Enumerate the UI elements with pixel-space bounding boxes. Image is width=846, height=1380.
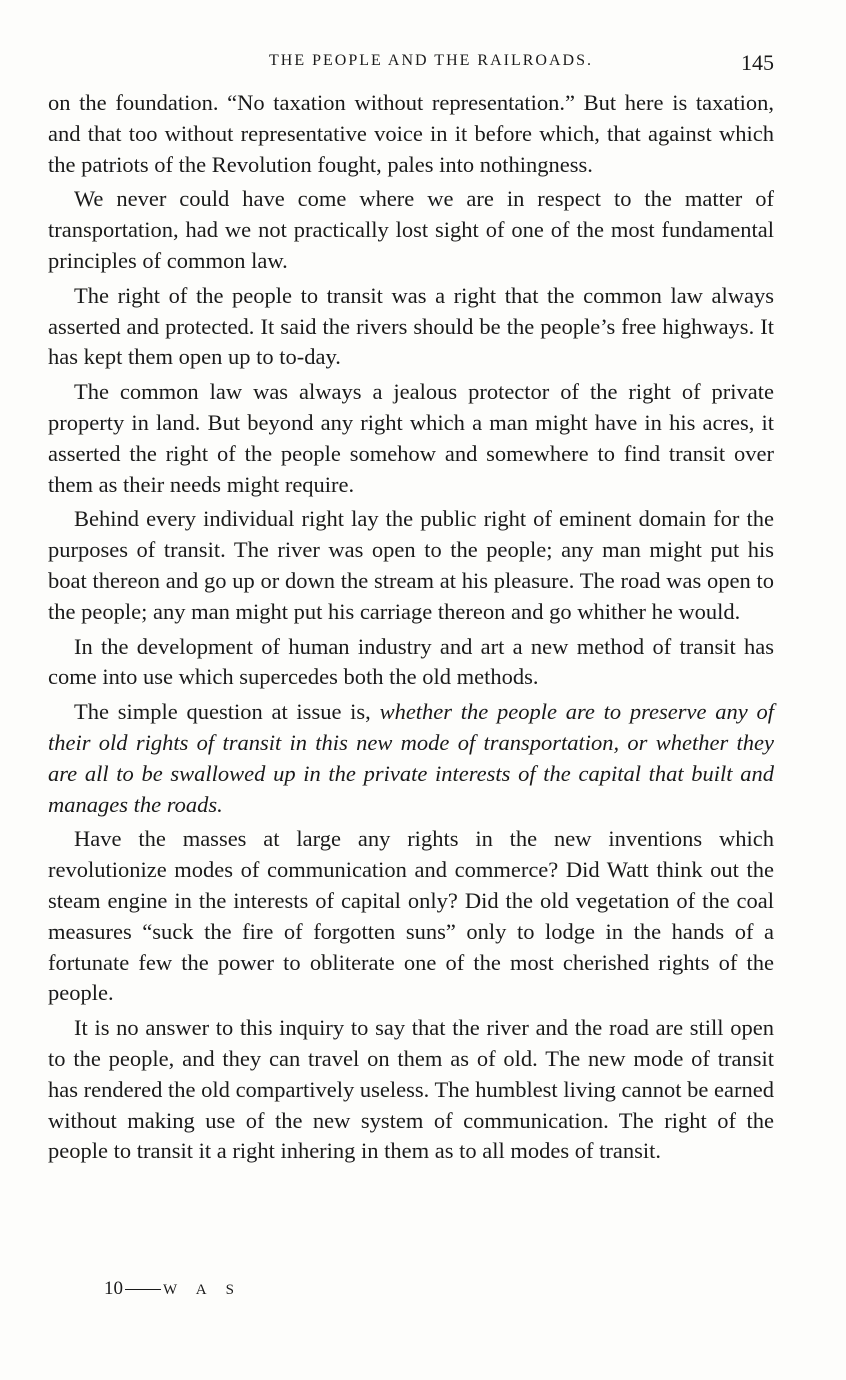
paragraph [48, 377, 774, 500]
paragraph [48, 281, 774, 373]
paragraph [48, 504, 774, 627]
paragraph-text: Have the masses at large any rights in the new inventions which revolutionize modes of communication and commerce? Did Watt think out the steam engine in the interests of capital only? Did the old vegetation of the coal measures “suck the fire of forgotten suns” only to lodge in the hands of a fortunate few the power to obliterate one of the most cherished rights of the people. [48, 826, 774, 1006]
signature-letters: W A S [163, 1282, 242, 1298]
paragraph [48, 88, 774, 180]
paragraph-text: It is no answer to this inquiry to say that the river and the road are still open to the people, and they can travel on them as of old. The new mode of transit has rendered the old compartively useless. The humblest living cannot be earned without making use of the new system of communication. The right of the people to transit it a right inhering in them as to all modes of transit. [48, 1015, 774, 1164]
page-header [48, 50, 774, 80]
running-head: THE PEOPLE AND THE RAILROADS. [269, 52, 593, 69]
paragraph [48, 184, 774, 276]
body-text [48, 88, 774, 1171]
paragraph [48, 1013, 774, 1167]
paragraph-text: We never could have come where we are in respect to the matter of transportation, had we not practically lost sight of one of the most fundamental principles of common law. [48, 186, 774, 273]
italic-text: whether the people are to preserve any of their old rights of transit in this new mode of transportation, or whether they are all to be swallowed up in the private interests of the capital that built and manages the roads. [48, 699, 774, 817]
paragraph-text: The common law was always a jealous protector of the right of private property in land. But beyond any right which a man might have in his acres, it asserted the right of the people somehow and somewhere to find transit over them as their needs might require. [48, 379, 774, 497]
paragraph [48, 632, 774, 694]
signature-dash [125, 1289, 161, 1290]
paragraph-text: The right of the people to transit was a right that the common law always asserted and protected. It said the rivers should be the people’s free highways. It has kept them open up to to-day. [48, 282, 774, 370]
paragraph-text: Behind every individual right lay the public right of eminent domain for the purposes of transit. The river was open to the people; any man might put his boat thereon and go up or down the stream at his pleasure. The road was open to the people; any man might put his carriage thereon and go whither he would. [48, 506, 774, 624]
paragraph-text: In the development of human industry and art a new method of transit has come into use which supercedes both the old methods. [48, 633, 774, 690]
paragraph-text: The simple question at issue is, [74, 699, 380, 725]
signature-mark [104, 1278, 242, 1300]
paragraph [48, 824, 774, 1009]
page-number: 145 [741, 50, 774, 75]
paragraph [48, 697, 774, 820]
signature-number: 10 [104, 1278, 123, 1299]
paragraph-text: on the foundation. “No taxation without representation.” But here is taxation, and that too without representative voice in it before which, that against which the patriots of the Revolution fought, pales into nothingness. [48, 90, 774, 177]
